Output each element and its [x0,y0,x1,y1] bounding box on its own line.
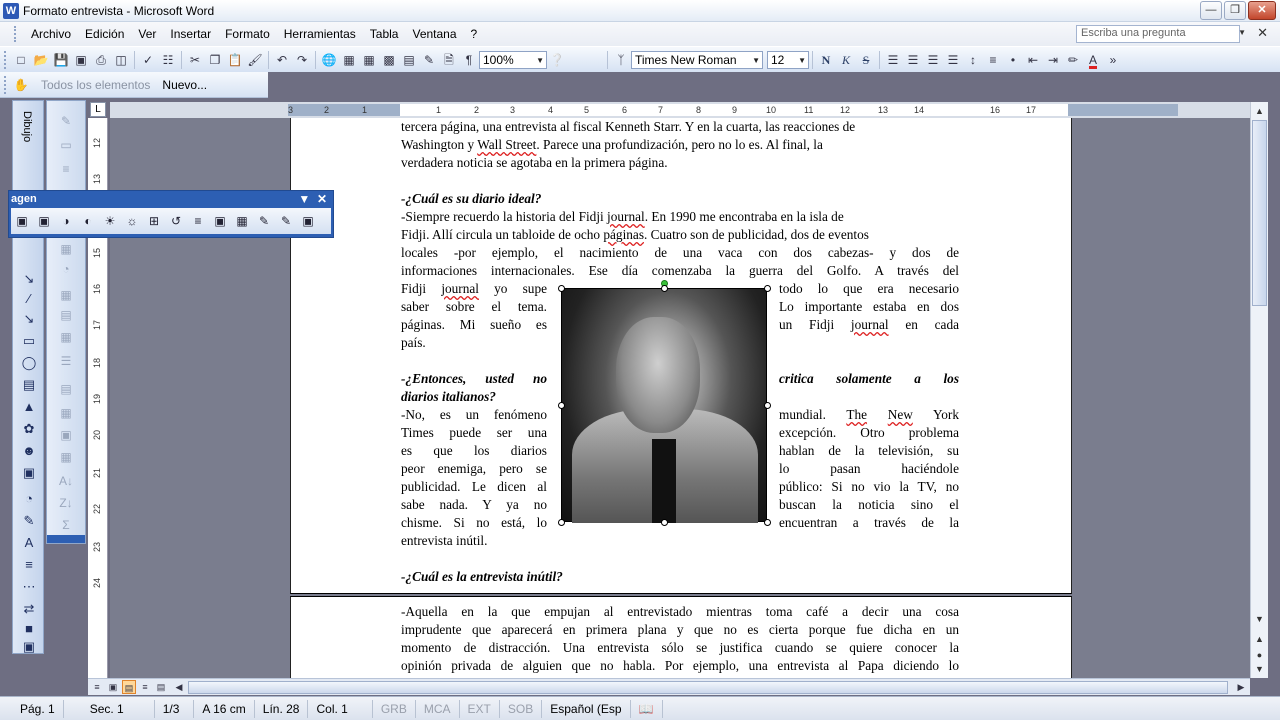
copy-icon[interactable]: ❐ [209,52,221,67]
menu-herramientas[interactable]: Herramientas [283,27,356,41]
cut-icon[interactable]: ✂ [189,52,201,67]
ruler-label: 18 [92,357,103,369]
chevron-down-icon: ▼ [536,55,544,65]
align-left-icon[interactable]: ☰ [887,52,899,67]
question-heading: critica solamente a los [779,371,959,386]
ruler-label: 4 [548,105,554,115]
undo-icon[interactable]: ↶ [276,52,288,67]
zoom-value: 100% [483,52,514,67]
status-track-changes[interactable]: MCA [416,700,460,718]
permission-icon[interactable]: ▣ [75,52,87,67]
status-pages: 1/3 [155,700,195,718]
paragraph-line: imprudente que aparecerá en primera plana y que no es cierta porque fue dicha en un [401,622,959,637]
restore-button[interactable]: ❐ [1224,1,1246,20]
crop-icon[interactable]: ⊞ [148,214,160,228]
document-map-icon[interactable]: 🗎 [444,52,454,67]
paragraph-line: Fidji journal yo supe [401,281,548,296]
ruler-label: 10 [766,105,777,115]
print-icon[interactable]: ⎙ [96,52,106,67]
less-contrast-icon[interactable]: ◐ [84,214,92,228]
paragraph-line: lo pasan haciéndole [779,461,959,476]
resize-handle[interactable] [558,519,565,526]
decrease-indent-icon[interactable]: ⇤ [1027,52,1039,67]
horizontal-ruler[interactable] [110,102,1250,118]
ruler-label: 8 [696,105,702,115]
tables-borders-icon[interactable]: ▦ [343,52,355,67]
paragraph-line: saber sobre el tema. [401,299,547,314]
question-heading: -¿Cuál es la entrevista inútil? [401,569,563,584]
paragraph-line: es que los diarios [401,443,547,458]
paragraph-line: hablan de la televisión, su [779,443,959,458]
set-transparent-icon[interactable]: ✎ [280,214,292,228]
ruler-label: 14 [914,105,925,115]
paragraph-line: país. [401,335,426,350]
menu-ver[interactable]: Ver [138,27,157,41]
ruler-label: 21 [92,467,103,479]
paragraph-line: momento de distracción. Una entrevista sólo se justifica cuando se quiere conocer la [401,640,959,655]
paragraph-line: informaciones internacionales. Ese día comenzaba la guerra del Golfo. A través del [401,263,959,278]
insert-excel-icon[interactable]: ▩ [383,52,395,67]
ruler-label: 12 [840,105,851,115]
paragraph-line: encuentran a través de la [779,515,959,530]
help-icon[interactable]: ❔ [549,52,565,67]
arrow-style-icon[interactable]: ⇄ [23,601,35,616]
underline-button[interactable]: S [862,52,870,67]
previous-page-icon[interactable]: ▲ [1255,634,1264,644]
ruler-label: 22 [92,503,103,515]
resize-handle[interactable] [661,519,668,526]
line-color-icon[interactable]: ✎ [23,513,35,528]
reset-picture-icon[interactable]: ▣ [302,214,314,228]
spelling-status-icon[interactable]: 📖 [631,700,663,718]
bullets-icon[interactable]: • [1010,52,1016,67]
resize-handle[interactable] [661,285,668,292]
menu-tabla[interactable]: Tabla [369,27,399,41]
paragraph-line: excepción. Otro problema [779,425,959,440]
horizontal-scroll-thumb[interactable] [188,681,1228,694]
more-contrast-icon[interactable]: ◑ [62,214,70,228]
3d-icon[interactable]: ▣ [22,639,36,654]
next-page-icon[interactable]: ▼ [1255,664,1264,674]
paragraph-line: chisme. Si no está, lo [401,515,547,530]
scroll-left-icon[interactable]: ◀ [175,682,183,692]
paragraph-line: Fidji. Allí circula un tabloide de ocho páginas. Cuatro son de publicidad, dos de eventos [401,227,869,242]
resize-handle[interactable] [558,285,565,292]
distribute-rows-icon[interactable]: ▤ [60,382,72,396]
paragraph-line: -Aquella en la que empujan al entrevistado mientras toma café a decir una cosa [401,604,959,619]
window-title: Formato entrevista - Microsoft Word [23,3,215,18]
toolbar-options-icon[interactable]: ▼ [298,192,311,206]
oval-icon[interactable]: ◯ [21,355,37,370]
scroll-right-icon[interactable]: ▶ [1237,682,1245,692]
menu-ventana[interactable]: Ventana [412,27,457,41]
toolbar-grip[interactable] [4,76,7,94]
paragraph-line: -No, es un fenómeno [401,407,547,422]
menu-grip[interactable] [14,26,18,42]
font-size-value: 12 [771,52,785,67]
reviewing-toolbar [0,72,268,98]
normal-view-icon[interactable]: ≡ [94,682,100,692]
ask-question-input[interactable]: Escriba una pregunta [1076,25,1240,43]
menu-formato[interactable]: Formato [225,27,270,41]
redo-icon[interactable]: ↷ [296,52,308,67]
scroll-up-icon[interactable]: ▲ [1255,106,1264,116]
resize-handle[interactable] [764,519,771,526]
tab-selector-button[interactable]: L [90,102,106,117]
open-folder-icon[interactable]: 📂 [33,52,49,67]
autoshapes-icon[interactable]: ↘ [23,271,35,286]
word-app-icon[interactable]: W [3,3,19,19]
paragraph-line: buscan la noticia sino el [779,497,959,512]
paragraph-line: locales -por ejemplo, el nacimiento de una vaca con dos cabezas- y dos de [401,245,959,260]
zoom-select[interactable] [479,51,547,69]
line-style-icon[interactable]: ≡ [62,162,70,176]
toolbar-grip[interactable] [4,51,7,69]
paragraph-line: publicidad. Le dicen al [401,479,547,494]
status-line: Lín. 28 [255,700,309,718]
paragraph-line: peor enemiga, pero se [401,461,547,476]
merge-cells-icon[interactable]: ▤ [60,308,72,322]
numbering-icon[interactable]: ≡ [989,52,997,67]
hand-icon[interactable]: ✋ [13,77,29,92]
justify-icon[interactable]: ☰ [947,52,959,67]
ruler-label: 13 [92,173,103,185]
status-page: Pág. 1 [0,700,64,718]
ruler-label: 19 [92,393,103,405]
paragraph-line: un Fidji journal en cada [779,317,959,332]
paragraph-line: tercera página, una entrevista al fiscal Kenneth Starr. Y en la cuarta, las reacciones de [401,119,856,134]
question-heading: -¿Entonces, usted no [401,371,547,386]
web-view-icon[interactable]: ▣ [108,682,118,692]
autofit-icon[interactable]: ▣ [60,428,72,442]
status-macro-record[interactable]: GRB [373,700,416,718]
paragraph-line: sabe nada. Y ya no [401,497,547,512]
close-document-icon[interactable]: ✕ [1257,25,1268,40]
ruler-label: 20 [92,429,103,441]
status-position: A 16 cm [194,700,254,718]
shading-icon[interactable]: ◔ [62,262,70,276]
ruler-label: 11 [804,105,814,115]
paragraph-line: -Siempre recuerdo la historia del Fidji journal. En 1990 me encontraba en la isla de [401,209,844,224]
ruler-label: 17 [1026,105,1037,115]
horizontal-scrollbar[interactable] [88,678,1250,695]
menu-bar [0,22,1280,46]
chevron-down-icon[interactable]: ▼ [1238,28,1246,37]
reading-view-icon[interactable]: ▤ [156,682,166,692]
status-language[interactable]: Español (Esp [542,700,630,718]
ruler-label: 9 [732,105,738,115]
format-painter-icon[interactable]: 🖌 [247,52,263,67]
paragraph-line: Lo importante estaba en dos [779,299,959,314]
spelling-icon[interactable]: ✓ [142,52,154,67]
drawing-toolbar [12,100,44,654]
rotate-left-icon[interactable]: ↺ [170,214,182,228]
autosum-icon[interactable]: Σ [62,518,70,532]
ruler-label: 1 [436,105,442,115]
ruler-label: 24 [92,577,103,589]
paragraph-line: mundial. The New York [779,407,960,422]
italic-button[interactable]: K [841,52,850,67]
diagram-icon[interactable]: ✿ [23,421,35,436]
ruler-label: 23 [92,541,103,553]
toolbar-options-icon[interactable]: » [1109,52,1117,67]
font-name-select[interactable] [631,51,763,69]
sort-descending-icon[interactable]: Z↓ [59,496,73,510]
status-overtype[interactable]: SOB [500,700,542,718]
save-icon[interactable]: 💾 [53,52,69,67]
vertical-scrollbar[interactable] [1250,102,1268,678]
line-spacing-icon[interactable]: ↕ [970,52,976,67]
font-color-icon[interactable]: A [1088,52,1097,67]
fill-color-icon[interactable]: ◔ [25,491,33,506]
eraser-icon[interactable]: ▭ [60,138,72,152]
toolbar-options-icon[interactable] [47,535,85,543]
document-page-2[interactable] [290,596,1072,678]
chevron-down-icon: ▼ [798,55,806,65]
ruler-label: 17 [92,319,103,331]
new-button[interactable]: Nuevo... [162,77,208,92]
line-style-icon[interactable]: ≡ [194,214,202,228]
status-bar [0,696,1280,720]
resize-handle[interactable] [764,285,771,292]
text-wrapping-icon[interactable]: ▦ [236,214,248,228]
font-color-icon[interactable]: A [24,535,34,550]
drawing-toolbar-label[interactable]: Dibujo [21,111,33,143]
paragraph-line: verdadera noticia se agotaba en la primera página. [401,155,668,170]
show-elements-select[interactable]: Todos los elementos [41,77,151,92]
ruler-label: 13 [878,105,889,115]
compress-icon[interactable]: ▣ [214,214,226,228]
more-brightness-icon[interactable]: ☀ [104,214,116,228]
drawing-icon[interactable]: ✎ [423,52,435,67]
resize-handle[interactable] [558,402,565,409]
line-icon[interactable]: ∕ [27,291,31,306]
less-brightness-icon[interactable]: ☼ [126,214,138,228]
menu-help[interactable]: ? [470,27,478,41]
ruler-label: 1 [362,105,368,115]
ruler-label: 3 [510,105,516,115]
dash-style-icon[interactable]: ⋯ [22,579,36,594]
border-color-icon[interactable]: ▦ [60,242,72,256]
clipart-icon[interactable]: ☻ [22,443,36,458]
ruler-label: 16 [92,283,103,295]
status-extend[interactable]: EXT [460,700,500,718]
insert-table-icon[interactable]: ▦ [60,288,72,302]
paragraph-line: páginas. Mi sueño es [401,317,547,332]
split-cells-icon[interactable]: ▦ [60,330,72,344]
line-style-icon[interactable]: ≡ [25,557,33,572]
picture-toolbar[interactable] [8,190,334,238]
menu-insertar[interactable]: Insertar [170,27,212,41]
align-icon[interactable]: ☰ [60,354,72,368]
document-page[interactable] [290,118,1072,594]
distribute-cols-icon[interactable]: ▦ [60,406,72,420]
title-bar [0,0,1280,22]
ruler-label: 2 [324,105,330,115]
paragraph-line: Washington y Wall Street. Parece una profundización, pero no lo es. Al final, la [401,137,823,152]
ruler-label: 5 [584,105,590,115]
format-picture-icon[interactable]: ✎ [258,214,270,228]
paragraph-line: público: Si no vio la TV, no [779,479,959,494]
ruler-label: 15 [92,247,103,259]
outline-view-icon[interactable]: ≡ [142,682,148,692]
paste-icon[interactable]: 📋 [227,52,243,67]
arrow-icon[interactable]: ↘ [23,311,35,326]
autoformat-icon[interactable]: ▦ [60,450,72,464]
styles-icon[interactable]: ᛉ [617,52,625,67]
standard-toolbar [0,46,1280,72]
wordart-icon[interactable]: ▲ [22,399,36,414]
font-name-value: Times New Roman [635,52,737,67]
shadow-icon[interactable]: ■ [25,621,33,636]
close-button[interactable]: ✕ [1248,1,1276,20]
increase-indent-icon[interactable]: ⇥ [1047,52,1059,67]
ruler-label: 12 [92,137,103,149]
paragraph-line: todo lo que era necesario [779,281,959,296]
paragraph-line: entrevista inútil. [401,533,488,548]
status-column: Col. 1 [308,700,372,718]
show-hide-icon[interactable]: ¶ [465,52,473,67]
paragraph-line: opinión privada de alguien que no habla. Por ejemplo, una entrevista al Papa diciendo lo [401,658,959,673]
draw-table-icon[interactable]: ✎ [60,114,72,128]
ruler-label: 2 [474,105,480,115]
align-right-icon[interactable]: ☰ [927,52,939,67]
sort-ascending-icon[interactable]: A↓ [58,474,73,488]
resize-handle[interactable] [764,402,771,409]
new-document-icon[interactable]: □ [17,52,25,67]
scroll-thumb[interactable] [1252,120,1267,306]
paragraph-line: Times puede ser una [401,425,547,440]
menu-edicion[interactable]: Edición [85,27,125,41]
columns-icon[interactable]: ▤ [403,52,415,67]
align-center-icon[interactable]: ☰ [907,52,919,67]
author-photo[interactable] [561,288,767,522]
minimize-button[interactable]: — [1200,1,1222,20]
close-icon[interactable]: ✕ [316,192,327,206]
highlight-icon[interactable]: ✏ [1067,52,1079,67]
ruler-label: 6 [622,105,628,115]
browse-object-icon[interactable]: ● [1256,650,1263,660]
rectangle-icon[interactable]: ▭ [22,333,36,348]
ruler-label: 7 [658,105,664,115]
picture-toolbar-title: agen [11,193,37,205]
color-icon[interactable]: ▣ [38,214,50,228]
tables-toolbar [46,100,86,544]
insert-table-icon[interactable]: ▦ [363,52,375,67]
hyperlink-icon[interactable]: 🌐 [321,52,337,67]
insert-picture-icon[interactable]: ▣ [16,214,28,228]
ruler-label: 16 [990,105,1001,115]
scroll-down-icon[interactable]: ▼ [1255,614,1264,624]
status-section: Sec. 1 [64,700,155,718]
chevron-down-icon: ▼ [752,55,760,65]
print-layout-view-icon[interactable]: ▤ [122,680,136,694]
font-size-select[interactable] [767,51,809,69]
menu-archivo[interactable]: Archivo [31,27,72,41]
ruler-label: 3 [288,105,294,115]
print-preview-icon[interactable]: ◫ [115,52,127,67]
picture-icon[interactable]: ▣ [22,465,36,480]
question-heading: diarios italianos? [401,389,496,404]
research-icon[interactable]: ☷ [162,52,174,67]
question-heading: -¿Cuál es su diario ideal? [401,191,542,206]
textbox-icon[interactable]: ▤ [22,377,36,392]
bold-button[interactable]: N [821,52,831,67]
